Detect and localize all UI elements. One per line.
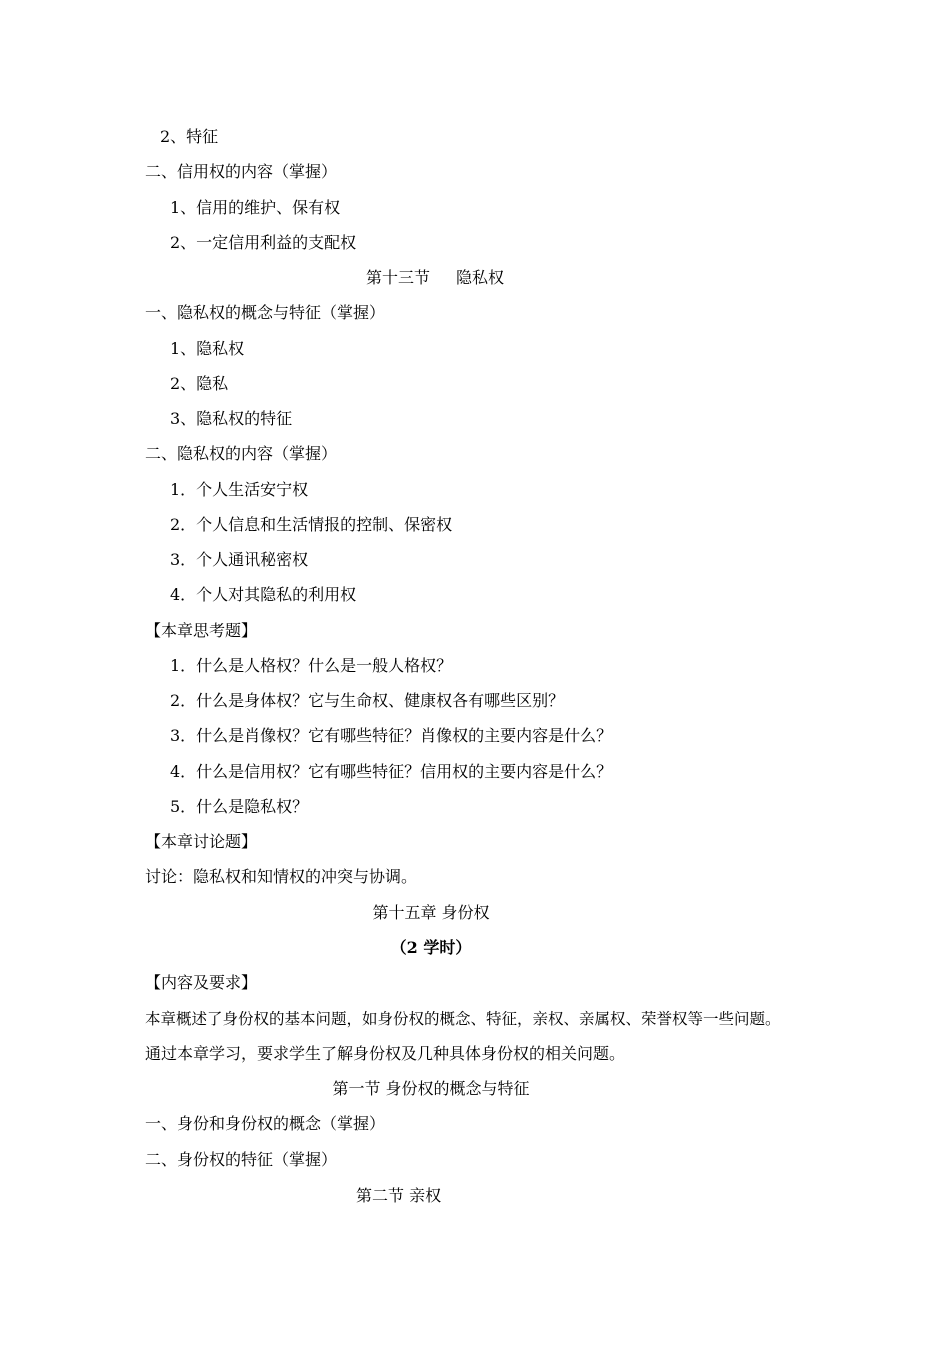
item-privacy-use: 4．个人对其隐私的利用权	[170, 585, 357, 604]
heading-chapter-questions: 【本章思考题】	[145, 621, 258, 640]
heading-privacy-content: 二、隐私权的内容（掌握）	[145, 444, 338, 463]
heading-content-requirements: 【内容及要求】	[145, 973, 258, 992]
item-credit-control: 2、一定信用利益的支配权	[170, 233, 357, 252]
section-13-number: 第十三节	[366, 268, 431, 287]
item-privacy: 2、隐私	[170, 374, 229, 393]
item-communication-secret: 3．个人通讯秘密权	[170, 550, 309, 569]
item-credit-maintain: 1、信用的维护、保有权	[170, 198, 341, 217]
item-privacy-right: 1、隐私权	[170, 339, 245, 358]
question-3: 3．什么是肖像权？它有哪些特征？肖像权的主要内容是什么？	[170, 726, 613, 745]
section-13-name: 隐私权	[456, 268, 505, 287]
section-13-title	[366, 267, 504, 289]
question-4: 4．什么是信用权？它有哪些特征？信用权的主要内容是什么？	[170, 762, 613, 781]
chapter-15-hours: （2 学时）	[390, 938, 472, 957]
heading-chapter-discussion: 【本章讨论题】	[145, 832, 258, 851]
question-2: 2．什么是身体权？它与生命权、健康权各有哪些区别？	[170, 691, 565, 710]
section-1-title: 第一节 身份权的概念与特征	[332, 1079, 530, 1098]
item-2-features: 2、特征	[160, 127, 219, 146]
chapter-15-title: 第十五章 身份权	[372, 903, 490, 922]
heading-identity-features: 二、身份权的特征（掌握）	[145, 1150, 338, 1169]
heading-credit-right-content: 二、信用权的内容（掌握）	[145, 162, 338, 181]
section-2-title: 第二节 亲权	[356, 1186, 442, 1205]
item-info-control: 2．个人信息和生活情报的控制、保密权	[170, 515, 453, 534]
question-1: 1．什么是人格权？什么是一般人格权？	[170, 656, 453, 675]
discussion-text: 讨论：隐私权和知情权的冲突与协调。	[145, 867, 418, 886]
heading-privacy-concept: 一、隐私权的概念与特征（掌握）	[145, 303, 386, 322]
heading-identity-concept: 一、身份和身份权的概念（掌握）	[145, 1114, 386, 1133]
item-peace-right: 1．个人生活安宁权	[170, 480, 309, 499]
question-5: 5．什么是隐私权？	[170, 797, 309, 816]
chapter-overview-line-1: 本章概述了身份权的基本问题，如身份权的概念、特征，亲权、亲属权、荣誉权等一些问题。	[145, 1010, 781, 1028]
item-privacy-features: 3、隐私权的特征	[170, 409, 293, 428]
chapter-overview-line-2: 通过本章学习，要求学生了解身份权及几种具体身份权的相关问题。	[145, 1044, 626, 1063]
